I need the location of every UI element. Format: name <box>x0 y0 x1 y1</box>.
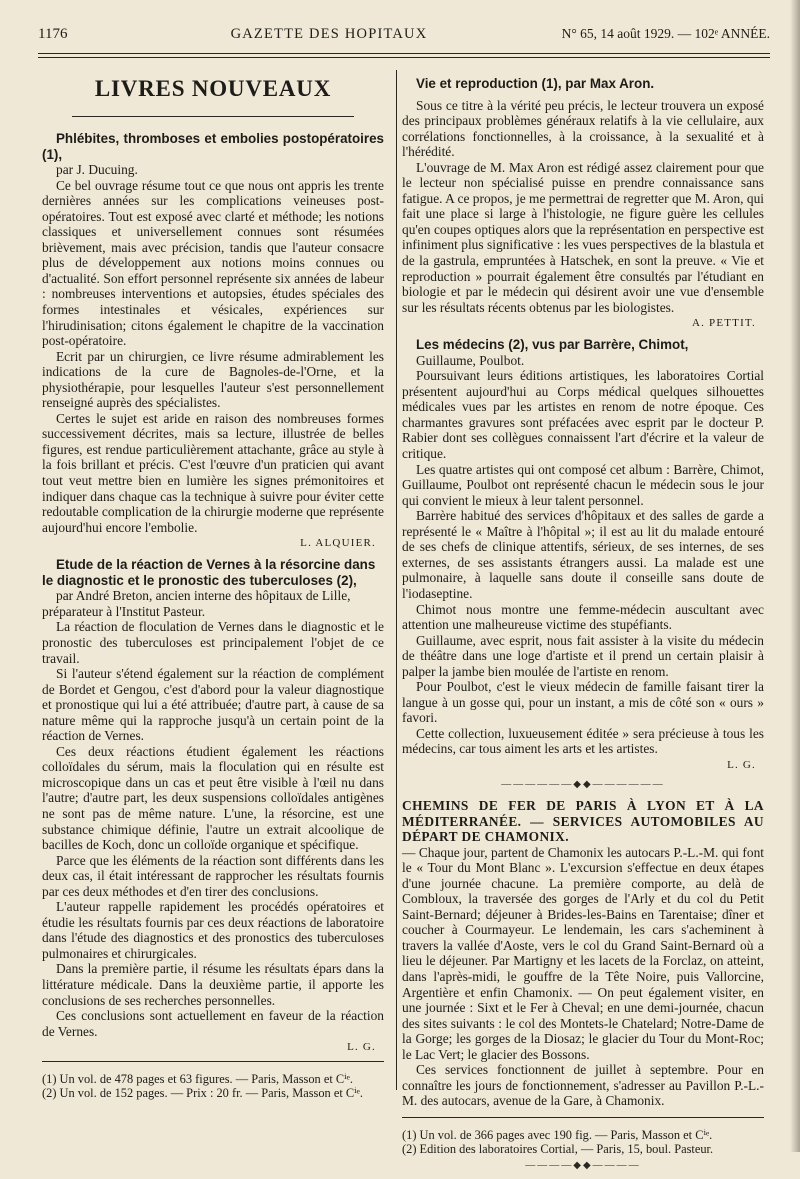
footnote: (1) Un vol. de 366 pages avec 190 fig. — Paris, Masson et Cⁱᵉ. <box>402 1127 713 1142</box>
review-title: Etude de la réaction de Vernes à la résorcine dans le diagnostic et le pronostic des tuberculoses (2), <box>42 557 376 588</box>
review-paragraph: Ces deux réactions étudient également les réactions colloïdales du sérum, mais la floculation qui en résulte est microscopique dans un cas et peut être visible à l'œil nu dans l'autre; d'autre part, les deux suspensions colloïdales antigènes ne sont pas de même nature. L'une, la résorcine, est une substance chimique définie, l'autre un extrait alcoolique de bacilles de Koch, donc un colloïde organique et spécifique. <box>42 743 384 853</box>
review-vernes <box>42 557 384 1053</box>
footnotes-right <box>402 1117 764 1156</box>
notice-heading: CHEMINS DE FER DE PARIS À LYON ET À LA MÉDITERRANÉE. — SERVICES AUTOMOBILES AU DÉPART DE CHAMONIX. <box>402 797 764 845</box>
review-paragraph: L'auteur rappelle rapidement les procédés opératoires et étudie les résultats fournis par ces deux réactions de laboratoire dans l'étude des diagnostics et des pronostics des tuberculoses pulmonaires et chirurgicales. <box>42 899 384 961</box>
footnotes-left <box>42 1061 384 1100</box>
review-les-medecins <box>402 337 764 771</box>
review-paragraph: Si l'auteur s'étend également sur la réaction de complément de Bordet et Gengou, c'est d'abord pour la valeur diagnostique et pronostique qui lui a été attribuée; d'autre part, à cause de sa nature même qui la rapproche jusqu'à un certain point de la réaction de Vernes. <box>42 666 384 744</box>
review-paragraph: Pour Poulbot, c'est le vieux médecin de famille faisant tirer la langue à un gosse qui, pour un instant, a mis de côté son « ours » favori. <box>402 679 764 726</box>
page-edge-shadow <box>790 0 800 1152</box>
review-paragraph: Barrère habitué des services d'hôpitaux et des salles de garde a représenté le « Maître à l'hôpital »; il est au lit du malade entouré de ses chefs de clinique attentifs, sérieux, de ses internes, de ses externes, de ses assistants étrangers aussi. La malade est une pulmonaire, à laquelle sans doute il conseille sans doute de l'iodaseptine. <box>402 508 764 601</box>
issue-info: N° 65, 14 août 1929. — 102ᵉ ANNÉE. <box>561 26 770 41</box>
review-paragraph: Les quatre artistes qui ont composé cet album : Barrère, Chimot, Guillaume, Poulbot ont représenté chacun le médecin sous le jour qui convient le mieux à leur talent personnel. <box>402 461 764 508</box>
page-header <box>38 26 770 48</box>
header-rule <box>38 53 770 54</box>
section-title-rule <box>72 116 354 117</box>
review-paragraph: Sous ce titre à la vérité peu précis, le lecteur trouvera un exposé des principaux problèmes généraux relatifs à la vie cellulaire, aux corrélations fonctionnelles, à la croissance, à la sexualité et à l'hérédité. <box>402 97 764 160</box>
review-paragraph: Parce que les éléments de la réaction sont différents dans les deux cas, il était intéressant de rapprocher les résultats fournis par ces deux méthodes et d'en tirer des conclusions. <box>42 852 384 899</box>
review-paragraph: La réaction de floculation de Vernes dans le diagnostic et le pronostic des tuberculoses est principalement l'objet de ce travail. <box>42 619 384 666</box>
review-paragraph: Poursuivant leurs éditions artistiques, les laboratoires Cortial présentent aujourd'hui au Corps médical quelques silhouettes médicales vues par les artistes en renom de notre époque. Ces charmantes gravures sont préfacées avec esprit par le docteur P. Rabier dont ses collègues connaissent l'art d'écrire et la valeur de critique. <box>402 368 764 462</box>
footnote: (2) Un vol. de 152 pages. — Prix : 20 fr. — Paris, Masson et Cⁱᵉ. <box>42 1086 363 1101</box>
notice-paragraph: Ces services fonctionnent de juillet à septembre. Pour en connaître les jours de fonctionnement, s'adresser au Pavillon P.-L.-M. des autocars, avenue de la Gare, à Chamonix. <box>402 1062 764 1109</box>
review-signature: A. PETTIT. <box>691 317 756 330</box>
review-paragraph: Ces conclusions sont actuellement en faveur de la réaction de Vernes. <box>42 1008 384 1039</box>
footnote: (1) Un vol. de 478 pages et 63 figures. — Paris, Masson et Cⁱᵉ. <box>42 1072 353 1087</box>
notice-paragraph: — Chaque jour, partent de Chamonix les autocars P.-L.-M. qui font le « Tour du Mont Blanc ». L'excursion s'effectue en deux étapes d'une journée chacune. La première comporte, au delà de Combloux, la traversée des gorges de l'Arly et du col du Petit Saint-Bernard; déjeuner à Brides-les-Bains en Tarentaise; dîner et coucher à Courmayeur. Le lendemain, les cars s'acheminent à travers la vallée d'Aoste, vers le col du Grand Saint-Bernard où a lieu le déjeuner. Par Martigny et les lacets de la Forclaz, on atteint, dans l'après-midi, le gouffre de la Tête Noire, puis Vallorcine, Argentière et enfin Chamonix. — On peut également visiter, en une journée : Sixt et le Fer à Cheval; en une demi-journée, chacun des sites suivants : le col des Montets-le Chatelard; Notre-Dame de la Gorge; les gorges de la Diosaz; le glacier du Tour du Mont-Roc; le Lac Vert; le glacier des Bossons. <box>402 844 764 1062</box>
column-divider <box>396 70 397 1090</box>
review-signature: L. G. <box>347 1041 376 1054</box>
review-title: Phlébites, thromboses et embolies postopératoires (1), <box>42 131 384 162</box>
review-paragraph: Ecrit par un chirurgien, ce livre résume admirablement les indications de la cure de Bagnoles-de-l'Orne, et la physiothérapie, pour lesquelles l'auteur s'est personnellement renseigné auprès des spécialistes. <box>42 348 384 411</box>
header-rule-double <box>38 57 770 58</box>
review-signature: L. G. <box>727 758 756 771</box>
review-vie-reproduction <box>402 76 764 329</box>
review-paragraph: Guillaume, avec esprit, nous fait assister à la visite du médecin de théâtre dans une loge d'artiste et il prend un certain plaisir à palper la jambe bien moulée de l'artiste en renom. <box>402 632 764 679</box>
ornament-divider: ——————◆◆—————— <box>501 778 665 790</box>
notice-plm <box>402 798 764 1109</box>
review-byline: par J. Ducuing. <box>56 162 138 178</box>
review-byline: Guillaume, Poulbot. <box>416 352 525 368</box>
review-paragraph: Cette collection, luxueusement éditée » sera précieuse à tous les médecins, car tous aiment les arts et les artistes. <box>402 725 764 757</box>
page-number: 1176 <box>38 26 68 42</box>
review-paragraph: Ce bel ouvrage résume tout ce que nous ont appris les trente dernières années sur les complications veineuses post-opératoires. Tout est exposé avec clarté et méthode; les notions classiques et universellement connues sont résumées brièvement, mais avec précision, tandis que l'auteur consacre plus de développement aux notions moins connues ou d'actualité. Son effort personnel représente six années de labeur : nombreuses interventions et autopsies, études spéciales des formes intestinales et vésicales, expériences sur l'hirudinisation; citons également le chapitre de la vaccination post-opératoire. <box>42 177 384 349</box>
right-column <box>402 64 764 1179</box>
review-paragraph: L'ouvrage de M. Max Aron est rédigé assez clairement pour que le lecteur non spécialisé puisse en prendre connaissance sans fatigue. A ce propos, je me permettrai de regretter que M. Aron, qui fait une place si large à l'histologie, ne figure guère les cellules qu'en coupes optiques alors que la représentation en perspective est infiniment plus significative : les vues perspectives de la blastula et de la gastrula, empruntées à Hatschek, en sont la preuve. « Vie et reproduction » pourrait également être consultés par l'étudiant en biologie et par le médecin qui désirent avoir une vue d'ensemble sur les résultats récents obtenus par les biologistes. <box>402 159 764 315</box>
review-byline: par André Breton, ancien interne des hôpitaux de Lille, préparateur à l'Institut Pasteur. <box>42 588 351 619</box>
footnote: (2) Edition des laboratoires Cortial, — Paris, 15, boul. Pasteur. <box>402 1142 714 1157</box>
left-column <box>42 64 384 1101</box>
review-phlebites <box>42 131 384 549</box>
section-title: LIVRES NOUVEAUX <box>94 76 332 101</box>
review-paragraph: Certes le sujet est aride en raison des nombreuses formes successivement décrites, mais sa lecture, illustrée de belles figures, est rendue particulièrement attachante, grâce au style à la fois brillant et précis. C'est l'œuvre d'un praticien qui avant tout veut mettre bien en lumière les signes prémonitoires et indiquer dans chaque cas la technique à suivre pour éviter cette redoutable complication de la chirurgie moderne que représente aujourd'hui encore l'embolie. <box>42 410 384 535</box>
review-title: Les médecins (2), vus par Barrère, Chimot, <box>416 337 689 353</box>
review-paragraph: Dans la première partie, il résume les résultats épars dans la littérature médicale. Dans la deuxième partie, il apporte les conclusions de ses recherches personnelles. <box>42 961 384 1008</box>
journal-title: GAZETTE DES HOPITAUX <box>230 26 428 42</box>
ornament-divider: ————◆◆———— <box>525 1160 641 1172</box>
review-title: Vie et reproduction (1), par Max Aron. <box>416 76 655 91</box>
review-signature: L. ALQUIER. <box>300 537 376 550</box>
review-paragraph: Chimot nous montre une femme-médecin auscultant avec attention une malheureuse victime des stupéfiants. <box>402 601 764 633</box>
